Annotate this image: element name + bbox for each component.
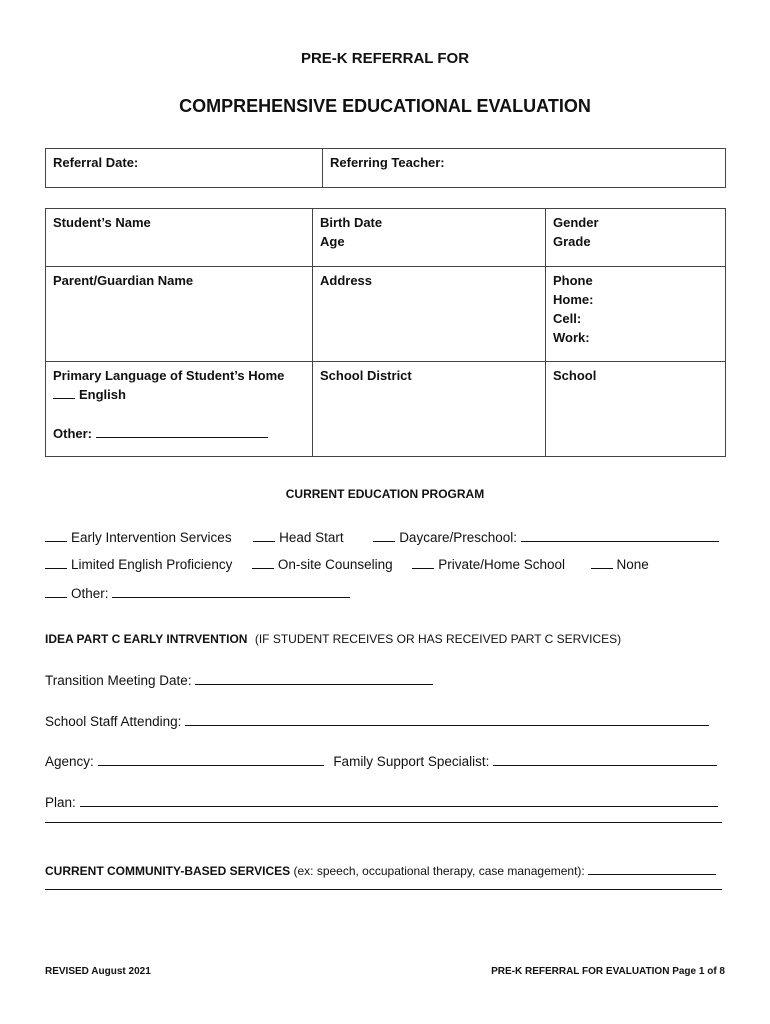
students-name-label: Student’s Name [53,215,151,230]
primary-language-cell[interactable] [46,362,313,457]
plan-label: Plan: [45,795,76,810]
community-services-line[interactable] [588,860,716,875]
none-label: None [616,557,649,572]
address-cell[interactable] [313,267,546,362]
other-program-line[interactable] [112,583,350,598]
program-row-3 [45,583,350,601]
early-intervention-label: Early Intervention Services [71,530,232,545]
other-program-blank[interactable] [45,584,67,598]
lep-label: Limited English Proficiency [71,557,233,572]
community-services-example: (ex: speech, occupational therapy, case management): [293,864,585,878]
other-language-label: Other: [53,426,92,441]
english-label: English [79,387,126,402]
early-intervention-blank[interactable] [45,528,67,542]
transition-meeting-label: Transition Meeting Date: [45,673,192,688]
school-staff-row [45,711,709,729]
community-services-line-2[interactable] [45,889,722,890]
phone-cell[interactable] [546,267,726,362]
school-label: School [553,368,597,383]
age-label: Age [320,234,345,249]
birth-date-age-cell[interactable] [313,209,546,267]
referring-teacher-label: Referring Teacher: [330,155,445,170]
school-district-label: School District [320,368,412,383]
onsite-blank[interactable] [252,555,274,569]
school-staff-label: School Staff Attending: [45,714,182,729]
program-row-1 [45,527,719,545]
current-program-heading: CURRENT EDUCATION PROGRAM [285,487,485,501]
daycare-label: Daycare/Preschool: [399,530,517,545]
none-blank[interactable] [591,555,613,569]
cell-phone-label: Cell: [553,311,582,326]
grade-label: Grade [553,234,591,249]
family-support-line[interactable] [493,751,717,766]
onsite-label: On-site Counseling [277,557,393,572]
birth-date-label: Birth Date [320,215,383,230]
transition-meeting-line[interactable] [195,670,433,685]
daycare-blank[interactable] [373,528,395,542]
page-label: PRE-K REFERRAL FOR EVALUATION Page 1 of 8 [491,966,725,977]
plan-line[interactable] [80,792,718,807]
head-start-blank[interactable] [253,528,275,542]
phone-label: Phone [553,273,593,288]
english-blank[interactable] [53,385,75,399]
referring-teacher-field[interactable] [323,149,726,188]
plan-line-2[interactable] [45,822,722,823]
student-info-table [45,208,726,457]
community-services-row [45,860,716,878]
address-label: Address [320,273,373,288]
other-language-blank[interactable] [96,423,268,438]
school-cell[interactable] [546,362,726,457]
idea-part-c-note: (IF STUDENT RECEIVES OR HAS RECEIVED PART C SERVICES) [254,632,622,646]
form-title-line1: PRE-K REFERRAL FOR [300,50,470,67]
primary-language-label: Primary Language of Student’s Home [53,368,285,383]
home-phone-label: Home: [553,292,594,307]
transition-meeting-row [45,670,433,688]
family-support-label: Family Support Specialist: [333,754,490,769]
head-start-label: Head Start [279,530,344,545]
private-home-blank[interactable] [412,555,434,569]
daycare-line[interactable] [521,527,719,542]
plan-row [45,792,718,810]
idea-part-c-heading: IDEA PART C EARLY INTRVENTION [45,632,248,646]
parent-guardian-label: Parent/Guardian Name [53,273,194,288]
gender-grade-cell[interactable] [546,209,726,267]
school-staff-line[interactable] [185,711,709,726]
agency-line[interactable] [98,751,324,766]
agency-row [45,751,717,769]
school-district-cell[interactable] [313,362,546,457]
referral-date-field[interactable] [46,149,323,188]
agency-label: Agency: [45,754,94,769]
referral-box [45,148,726,188]
revised-date: REVISED August 2021 [45,966,151,977]
work-phone-label: Work: [553,330,590,345]
referral-date-label: Referral Date: [53,155,139,170]
students-name-cell[interactable] [46,209,313,267]
program-row-2 [45,555,649,572]
other-program-label: Other: [71,586,109,601]
parent-guardian-cell[interactable] [46,267,313,362]
private-home-label: Private/Home School [438,557,566,572]
form-title-line2: COMPREHENSIVE EDUCATIONAL EVALUATION [179,96,591,116]
idea-part-c-heading-row [45,632,621,646]
community-services-heading: CURRENT COMMUNITY-BASED SERVICES [45,864,291,878]
gender-label: Gender [553,215,599,230]
lep-blank[interactable] [45,555,67,569]
